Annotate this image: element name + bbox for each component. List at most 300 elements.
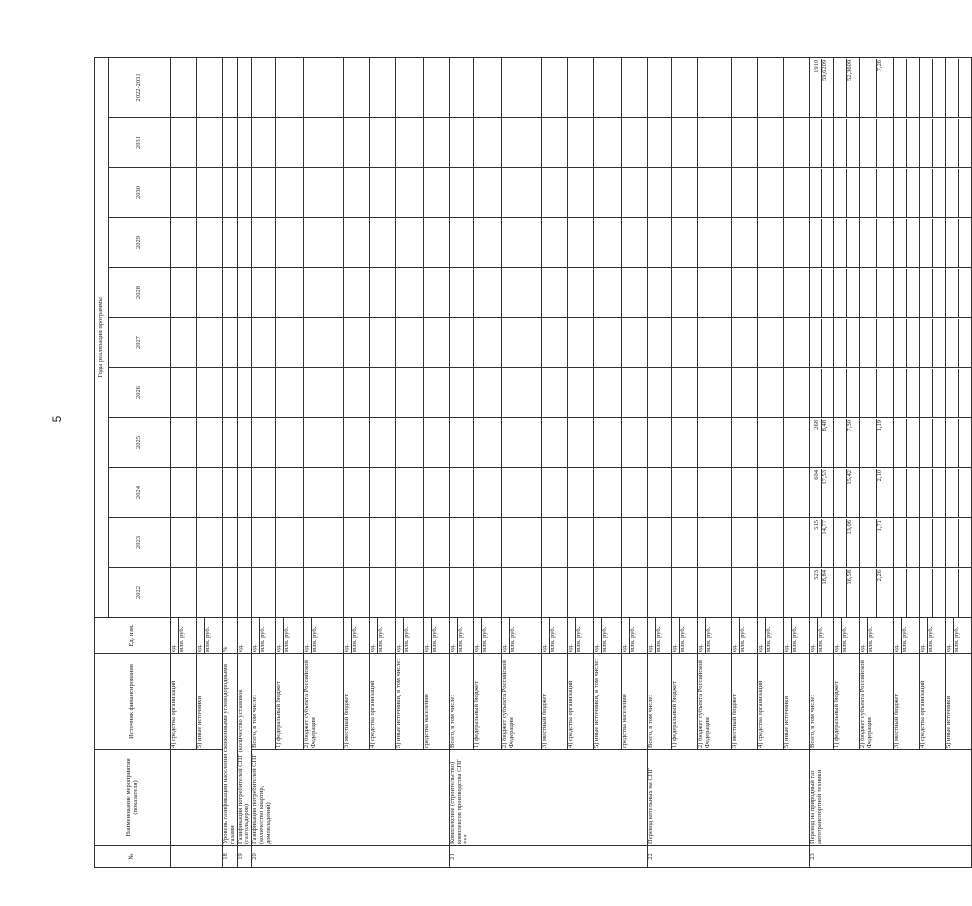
table-row <box>197 57 223 867</box>
funding-source: 2) бюджет субъекта Российской Федерации <box>304 654 344 750</box>
value-cell <box>594 368 622 418</box>
value-cell <box>622 118 648 168</box>
unit-cell <box>197 618 223 654</box>
value-mln <box>958 269 966 317</box>
value-cell <box>223 268 238 318</box>
unit-label: млн. руб. <box>927 618 935 653</box>
header-year: 2029 <box>109 218 171 268</box>
unit-label: ед. <box>593 644 601 652</box>
value-cell <box>568 168 594 218</box>
value-cell <box>758 368 784 418</box>
table-row <box>450 57 474 867</box>
unit-cell <box>732 618 758 654</box>
value-pcs <box>925 369 932 417</box>
value-cell <box>237 268 252 318</box>
value-cell <box>171 57 197 117</box>
value-cell <box>860 518 894 568</box>
value-cell <box>542 218 568 268</box>
value-pcs <box>925 169 932 217</box>
value-pcs <box>839 319 846 367</box>
value-cell <box>594 468 622 518</box>
value-cell <box>594 418 622 468</box>
funding-source: 5) иные источники, в том числе: <box>396 654 424 750</box>
unit-label: млн. руб. <box>575 618 583 653</box>
value-pcs <box>899 169 906 217</box>
value-cell <box>304 218 344 268</box>
value-cell <box>197 268 223 318</box>
value-cell <box>502 118 542 168</box>
funding-source: 4) средства организаций <box>171 654 197 750</box>
value-cell <box>344 318 370 368</box>
value-cell <box>502 168 542 218</box>
value-cell <box>276 518 304 568</box>
value-cell <box>568 368 594 418</box>
value-pcs <box>899 219 906 267</box>
value-cell <box>252 518 276 568</box>
unit-label: млн. руб. <box>601 618 609 653</box>
value-cell <box>424 118 450 168</box>
measure-name: Уровень газификации населения сжиженными углеводородными газами <box>223 654 238 846</box>
row-number: 23 <box>810 846 972 868</box>
value-cell <box>920 218 946 268</box>
table-row <box>860 57 894 867</box>
unit-label: ед. <box>731 644 739 652</box>
unit-label: ед. <box>449 644 457 652</box>
table-row <box>396 57 424 867</box>
value-cell <box>171 168 197 218</box>
value-cell <box>672 568 698 618</box>
value-mln <box>958 219 966 267</box>
table-row <box>568 57 594 867</box>
value-cell <box>502 57 542 117</box>
value-cell <box>424 318 450 368</box>
value-cell <box>784 218 810 268</box>
value-cell <box>648 118 672 168</box>
value-cell <box>542 568 568 618</box>
value-cell <box>860 468 894 518</box>
measure-name: Перевод котельных на СПГ <box>648 750 810 846</box>
value-mln <box>958 569 966 617</box>
value-cell <box>758 118 784 168</box>
value-cell <box>784 518 810 568</box>
value-cell <box>344 418 370 468</box>
unit-cell <box>860 618 894 654</box>
value-cell <box>197 118 223 168</box>
header-source: Источник финансирования <box>95 654 171 750</box>
value-cell <box>834 57 860 117</box>
unit-label: млн. руб. <box>259 618 267 653</box>
value-mln: 15,42 <box>846 469 854 517</box>
value-mln <box>846 369 854 417</box>
table-row <box>370 57 396 867</box>
value-cell <box>223 218 238 268</box>
unit-cell <box>622 618 648 654</box>
table-row <box>502 57 542 867</box>
value-mln <box>876 369 884 417</box>
value-cell <box>732 568 758 618</box>
value-cell <box>171 518 197 568</box>
value-cell <box>370 218 396 268</box>
value-cell <box>502 268 542 318</box>
unit-label: ед. <box>473 644 481 652</box>
unit-label: ед. <box>783 644 791 652</box>
unit-cell <box>698 618 732 654</box>
value-cell <box>568 218 594 268</box>
value-cell <box>672 118 698 168</box>
value-cell <box>370 168 396 218</box>
value-cell <box>237 568 252 618</box>
value-cell <box>894 368 920 418</box>
funding-source: 4) средства организаций <box>920 654 946 750</box>
value-cell <box>502 318 542 368</box>
value-cell <box>698 568 732 618</box>
value-cell <box>758 57 784 117</box>
value-cell <box>396 468 424 518</box>
value-cell <box>672 518 698 568</box>
value-mln <box>906 369 914 417</box>
value-pcs <box>951 269 958 317</box>
value-cell <box>223 518 238 568</box>
table-row <box>237 57 252 867</box>
value-cell <box>920 468 946 518</box>
value-cell <box>396 368 424 418</box>
unit-cell <box>648 618 672 654</box>
unit-label: ед. <box>697 644 705 652</box>
table-row <box>758 57 784 867</box>
value-cell <box>920 368 946 418</box>
value-cell <box>252 418 276 468</box>
value-cell <box>424 268 450 318</box>
value-cell <box>672 168 698 218</box>
unit-label: млн. руб. <box>655 618 663 653</box>
unit-label: ед. <box>275 644 283 652</box>
value-cell <box>894 418 920 468</box>
value-pcs <box>925 569 932 617</box>
value-mln: 14,77 <box>821 519 829 567</box>
value-cell <box>568 568 594 618</box>
value-pcs <box>869 269 876 317</box>
funding-source: 1) федеральный бюджет <box>672 654 698 750</box>
table-row <box>542 57 568 867</box>
funding-source: 1) федеральный бюджет <box>474 654 502 750</box>
value-cell <box>252 268 276 318</box>
value-cell <box>450 418 474 468</box>
value-cell <box>758 218 784 268</box>
value-cell <box>450 168 474 218</box>
unit-label: млн. руб. <box>457 618 465 653</box>
funding-source: 3) местный бюджет <box>732 654 758 750</box>
value-pcs <box>839 59 846 117</box>
unit-cell <box>223 618 238 654</box>
value-mln: 1,19 <box>876 419 884 467</box>
unit-cell <box>946 618 972 654</box>
value-mln <box>876 169 884 217</box>
value-cell <box>784 568 810 618</box>
value-cell <box>946 418 972 468</box>
value-cell <box>474 518 502 568</box>
value-cell <box>810 118 834 168</box>
value-cell <box>276 318 304 368</box>
header-year: 2028 <box>109 268 171 318</box>
value-cell <box>834 218 860 268</box>
value-mln: 7,30 <box>846 419 854 467</box>
value-cell <box>197 368 223 418</box>
value-pcs <box>814 219 821 267</box>
value-cell <box>648 368 672 418</box>
value-cell <box>622 268 648 318</box>
value-cell <box>672 218 698 268</box>
value-mln: 2,26 <box>876 569 884 617</box>
value-cell <box>344 568 370 618</box>
value-cell <box>784 418 810 468</box>
value-mln <box>906 169 914 217</box>
value-cell <box>648 518 672 568</box>
value-cell <box>672 318 698 368</box>
funding-source: Всего, в том числе: <box>648 654 672 750</box>
value-cell <box>946 468 972 518</box>
table-row <box>424 57 450 867</box>
value-cell <box>784 168 810 218</box>
unit-label: млн. руб. <box>431 618 439 653</box>
unit-label: ед. <box>621 644 629 652</box>
table-row <box>648 57 672 867</box>
value-pcs <box>839 169 846 217</box>
value-cell <box>860 318 894 368</box>
value-cell <box>594 568 622 618</box>
value-cell <box>698 57 732 117</box>
value-cell <box>860 418 894 468</box>
value-cell <box>834 268 860 318</box>
unit-label: ед. <box>236 644 244 652</box>
unit-cell <box>252 618 276 654</box>
unit-label: млн. руб. <box>901 618 909 653</box>
value-cell <box>396 118 424 168</box>
empty-cell <box>171 750 223 846</box>
funding-source: 4) средства организаций <box>370 654 396 750</box>
header-year: 2022-2031 <box>109 57 171 117</box>
value-cell <box>946 368 972 418</box>
table-row <box>304 57 344 867</box>
unit-cell <box>594 618 622 654</box>
value-cell <box>810 418 834 468</box>
value-cell <box>648 218 672 268</box>
unit-cell <box>920 618 946 654</box>
value-pcs <box>951 319 958 367</box>
value-cell <box>622 568 648 618</box>
value-cell <box>622 168 648 218</box>
unit-label: ед. <box>170 644 177 652</box>
unit-cell <box>542 618 568 654</box>
funding-source: Всего, в том числе: <box>252 654 276 750</box>
value-cell <box>732 518 758 568</box>
value-pcs <box>869 469 876 517</box>
value-cell <box>648 418 672 468</box>
unit-label: млн. руб. <box>549 618 557 653</box>
value-cell <box>252 368 276 418</box>
value-pcs <box>925 319 932 367</box>
value-cell <box>648 468 672 518</box>
value-cell <box>834 168 860 218</box>
unit-label: ед. <box>303 644 311 652</box>
value-mln: 8,48 <box>821 419 829 467</box>
value-cell <box>810 57 834 117</box>
value-pcs <box>951 59 958 117</box>
value-mln: 13,06 <box>846 519 854 567</box>
value-cell <box>810 268 834 318</box>
value-mln <box>906 219 914 267</box>
measure-name: Газификация потребителей СПГ (количество установок (газгольдеров) <box>237 654 252 846</box>
value-cell <box>542 518 568 568</box>
value-cell <box>672 57 698 117</box>
value-mln <box>958 59 966 117</box>
value-cell <box>920 268 946 318</box>
value-cell <box>197 218 223 268</box>
value-cell <box>197 168 223 218</box>
unit-label: млн. руб. <box>791 618 799 653</box>
value-cell <box>237 518 252 568</box>
value-cell <box>894 268 920 318</box>
value-cell <box>304 57 344 117</box>
value-cell <box>474 418 502 468</box>
value-cell <box>860 218 894 268</box>
table-row <box>344 57 370 867</box>
value-cell <box>197 518 223 568</box>
value-cell <box>810 568 834 618</box>
value-cell <box>784 268 810 318</box>
unit-label: ед. <box>757 644 765 652</box>
value-mln <box>958 469 966 517</box>
value-cell <box>223 568 238 618</box>
value-cell <box>672 468 698 518</box>
value-cell <box>370 368 396 418</box>
funding-source: Всего, в том числе: <box>810 654 834 750</box>
value-cell <box>860 57 894 117</box>
value-cell <box>834 518 860 568</box>
value-mln <box>958 519 966 567</box>
unit-label: ед. <box>833 644 841 652</box>
value-cell <box>396 518 424 568</box>
unit-label: ед. <box>423 644 431 652</box>
value-cell <box>732 57 758 117</box>
value-cell <box>396 418 424 468</box>
value-cell <box>370 318 396 368</box>
value-cell <box>223 418 238 468</box>
table-row <box>474 57 502 867</box>
value-cell <box>648 318 672 368</box>
value-cell <box>276 368 304 418</box>
value-cell <box>622 468 648 518</box>
value-pcs <box>869 369 876 417</box>
value-cell <box>304 268 344 318</box>
value-mln <box>821 269 829 317</box>
value-cell <box>920 318 946 368</box>
value-cell <box>758 318 784 368</box>
value-cell <box>474 268 502 318</box>
value-cell <box>648 57 672 117</box>
unit-cell <box>237 618 252 654</box>
value-cell <box>370 57 396 117</box>
value-cell <box>370 268 396 318</box>
value-pcs <box>899 519 906 567</box>
value-cell <box>568 518 594 568</box>
unit-cell <box>450 618 474 654</box>
value-cell <box>370 468 396 518</box>
value-pcs <box>869 419 876 467</box>
value-cell <box>894 468 920 518</box>
value-cell <box>502 368 542 418</box>
value-cell <box>252 568 276 618</box>
unit-cell <box>568 618 594 654</box>
value-pcs <box>869 569 876 617</box>
value-cell <box>237 168 252 218</box>
value-mln <box>906 119 914 167</box>
value-pcs <box>899 469 906 517</box>
value-mln <box>876 219 884 267</box>
value-cell <box>568 318 594 368</box>
value-cell <box>894 218 920 268</box>
value-pcs <box>925 219 932 267</box>
value-cell <box>542 168 568 218</box>
value-cell <box>732 268 758 318</box>
value-cell <box>946 518 972 568</box>
value-cell <box>894 568 920 618</box>
value-mln <box>958 369 966 417</box>
funding-source: 2) бюджет субъекта Российской Федерации <box>698 654 732 750</box>
unit-label: ед. <box>809 644 817 652</box>
value-cell <box>784 118 810 168</box>
header-year: 2024 <box>109 468 171 518</box>
header-year: 2030 <box>109 168 171 218</box>
unit-cell <box>474 618 502 654</box>
value-mln <box>821 369 829 417</box>
value-cell <box>622 368 648 418</box>
value-cell <box>502 218 542 268</box>
value-mln <box>821 169 829 217</box>
value-mln <box>821 119 829 167</box>
value-cell <box>698 468 732 518</box>
value-cell <box>171 368 197 418</box>
value-mln <box>906 569 914 617</box>
value-cell <box>252 168 276 218</box>
funding-source: 4) средства организаций <box>568 654 594 750</box>
unit-label: млн. руб. <box>283 618 291 653</box>
unit-label: ед. <box>647 644 655 652</box>
value-cell <box>594 218 622 268</box>
value-cell <box>594 118 622 168</box>
value-cell <box>171 118 197 168</box>
unit-label: млн. руб. <box>841 618 849 653</box>
value-cell <box>834 118 860 168</box>
value-cell <box>672 418 698 468</box>
value-mln <box>932 59 940 117</box>
empty-cell <box>171 846 223 868</box>
value-cell <box>171 268 197 318</box>
funding-source: 1) федеральный бюджет <box>834 654 860 750</box>
header-unit: Ед. изм. <box>95 618 171 654</box>
value-cell <box>622 218 648 268</box>
value-cell <box>784 468 810 518</box>
value-pcs <box>925 269 932 317</box>
value-cell <box>568 468 594 518</box>
funding-source: 5) иные источники, в том числе: <box>594 654 622 750</box>
unit-cell <box>171 618 197 654</box>
value-mln <box>846 319 854 367</box>
unit-label: млн. руб. <box>351 618 359 653</box>
value-mln: 18,84 <box>821 569 829 617</box>
unit-label: млн. руб. <box>705 618 713 653</box>
header-year: 2022 <box>109 568 171 618</box>
value-cell <box>860 168 894 218</box>
